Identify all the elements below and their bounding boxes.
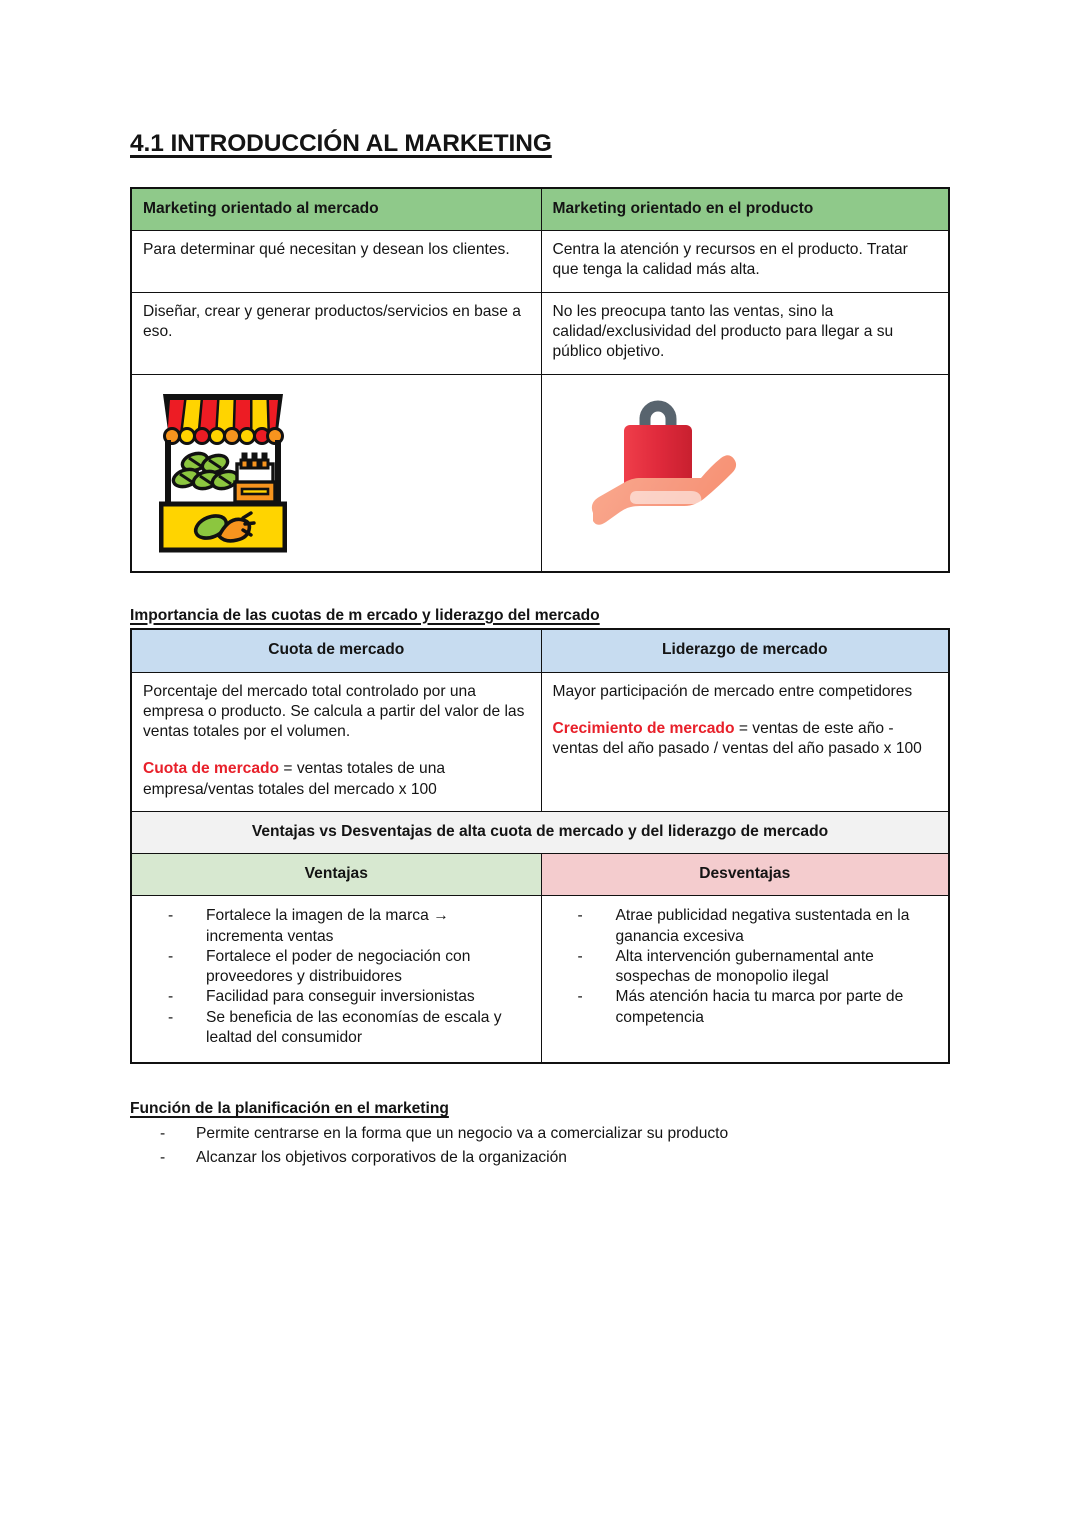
cell-ventajas-list: [131, 896, 541, 1063]
liderazgo-formula-term: Crecimiento de mercado: [552, 719, 735, 737]
table-row: [131, 292, 949, 374]
spacer: [130, 573, 948, 607]
table-row: [131, 896, 949, 1063]
header-cell-cuota-de-mercado: Cuota de mercado: [131, 629, 541, 672]
table-subheader-row: [131, 854, 949, 896]
cell-cuota-content: [131, 672, 541, 811]
list-item: - Facilidad para conseguir inversionistas: [132, 987, 530, 1007]
table-banner-row: [131, 811, 949, 853]
spacer: [130, 1064, 948, 1100]
section-heading-market-share: Importancia de las cuotas de m ercado y liderazgo del mercado: [130, 606, 600, 624]
list-item: - Se beneficia de las economías de escala y lealtad del consumidor: [132, 1008, 530, 1049]
cuota-formula-rest: = ventas totales de una empresa/ventas totales del mercado x 100: [143, 760, 446, 798]
cell-liderazgo-content: [541, 672, 949, 811]
cell-product-row1: Centra la atención y recursos en el producto. Tratar que tenga la calidad más alta.: [541, 231, 949, 293]
planning-list: [130, 1122, 948, 1170]
header-cell-desventajas: Desventajas: [541, 854, 949, 896]
list-item: - Fortalece el poder de negociación con proveedores y distribuidores: [132, 947, 530, 988]
section-heading-planning: Función de la planificación en el marketing: [130, 1100, 449, 1118]
header-cell-liderazgo-de-mercado: Liderazgo de mercado: [541, 629, 949, 672]
banner-ventajas-vs-desventajas: Ventajas vs Desventajas de alta cuota de mercado y del liderazgo de mercado: [131, 811, 949, 853]
ventajas-list: [132, 906, 530, 1048]
liderazgo-formula-rest: = ventas de este año - ventas del año pasado / ventas del año pasado x 100: [552, 719, 922, 758]
cell-market-row1: Para determinar qué necesitan y desean los clientes.: [131, 231, 541, 293]
cell-product-illustration: [541, 374, 949, 572]
table-header-row: [131, 188, 949, 231]
desventajas-list: [542, 906, 938, 1028]
liderazgo-definition: Mayor participación de mercado entre competidores: [552, 682, 913, 700]
cell-market-row2: Diseñar, crear y generar productos/servicios en base a eso.: [131, 292, 541, 374]
list-item: - Permite centrarse en la forma que un negocio va a comercializar su producto: [130, 1122, 948, 1146]
document-page: [130, 0, 948, 1170]
market-stall-icon: [159, 384, 287, 560]
cell-product-row2: No les preocupa tanto las ventas, sino la calidad/exclusividad del producto para llegar a su público objetivo.: [541, 292, 949, 374]
cuota-definition: Porcentaje del mercado total controlado por una empresa o producto. Se calcula a partir del valor de las ventas totales por el volumen.: [143, 682, 525, 741]
hand-holding-shopping-bag-icon: [579, 385, 755, 561]
table-row: [131, 672, 949, 811]
list-item: - Fortalece la imagen de la marca → incrementa ventas: [132, 906, 530, 947]
cell-market-illustration: [131, 374, 541, 572]
page-title: 4.1 INTRODUCCIÓN AL MARKETING: [130, 130, 552, 157]
liderazgo-formula: [553, 719, 938, 760]
list-item: - Atrae publicidad negativa sustentada en la ganancia excesiva: [542, 906, 938, 947]
market-share-table: [130, 628, 950, 1064]
marketing-orientation-table: [130, 187, 950, 573]
spacer: [130, 158, 948, 187]
cuota-formula-term: Cuota de mercado: [143, 760, 280, 778]
table-header-row: [131, 629, 949, 672]
cuota-formula: [143, 759, 530, 800]
list-item: - Alcanzar los objetivos corporativos de la organización: [130, 1146, 948, 1170]
table-row: [131, 231, 949, 293]
header-cell-ventajas: Ventajas: [131, 854, 541, 896]
header-cell-product-oriented: Marketing orientado en el producto: [541, 188, 949, 231]
list-item: - Alta intervención gubernamental ante sospechas de monopolio ilegal: [542, 947, 938, 988]
list-item: - Más atención hacia tu marca por parte de competencia: [542, 987, 938, 1028]
cell-desventajas-list: [541, 896, 949, 1063]
table-illustration-row: [131, 374, 949, 572]
header-cell-market-oriented: Marketing orientado al mercado: [131, 188, 541, 231]
